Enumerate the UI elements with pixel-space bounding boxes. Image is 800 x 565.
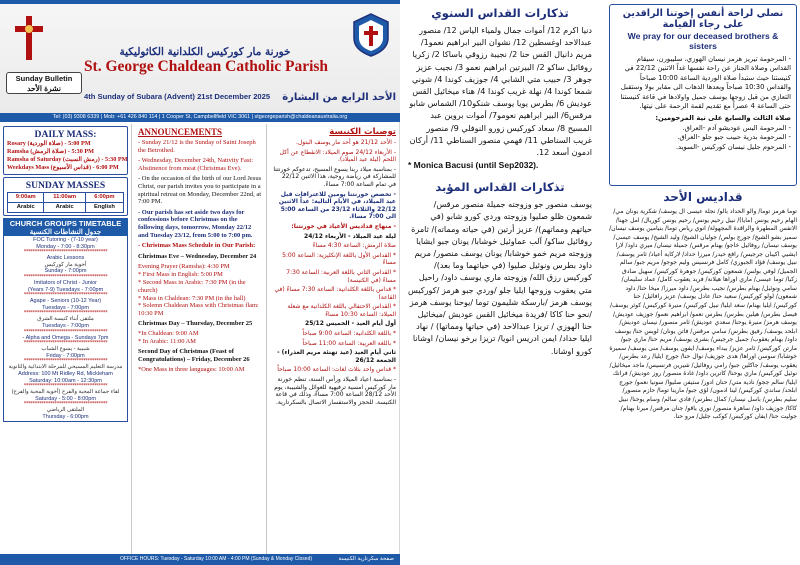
annual-mass-english-name: * Monica Bacusi (until Sep2032).: [408, 160, 539, 171]
perpetual-mass-names: يوسف منصور جو وزوجته جميلة منصور مرقس/ شمعون ظلو صليوا وزوجته وردي كورو شابو (في حياتهم ومماتهم)/ عزيز أرتين (في حياته ومماته)/ ثامرة روفائيل ساكو/ آلب عماوئيل خوشابا/ يونان جبو ايشايا وزوجته مريم خمو خوشابا/ يونان يوسف منصور/ مريم داود بطرس ونوئيل صليوا (في حياتهما وما بعد)/ كوركيس رزق الله/ وزوجته ماري يوسف داود/ راحيل متي يعقوب وزوجها ايليا جلو /وردي جبو هرمز /كوركيس يوسف هرمز /بارسكة شليمون توما /يوحنا يوسف هرمز /نحو حنا كاكا /فريدة ميخائيل القس عوديش /ميخائيل حنا الهوزي / تريزا عبدالاحد (في حياتها ومماتها) / نهاد ايليا حداد/ ايمن ادريس انويا/ تريزا برخو نيسان/ اوشانا كورو اوشانا.: [408, 199, 592, 356]
prayer-box: [609, 4, 797, 186]
sunday-masses-table: [7, 192, 124, 213]
office-hours-bar: [0, 554, 400, 565]
divider: **************************************: [23, 383, 108, 390]
mass-time: 9:00am: [8, 193, 44, 203]
office-hours-arabic: صفحة سكرتارية الكنيسة: [338, 556, 394, 562]
office-hours: OFFICE HOURS: Tuesday - Saturday 10:00 AM - 4:00 PM (Sunday & Monday Closed): [120, 556, 313, 562]
recommendation-item: - بمناسبة ميلاد ربنا يسوع المسيح، تدعوكم خورنتنا للمشاركة في رياضة روحية، هذا الاثنين 22/12 في تمام الساعة 7:00 مساءً.: [273, 165, 396, 188]
header-accent-bar: [0, 0, 400, 4]
group-name: Agape - Seniors (10-12 Year): [29, 298, 102, 305]
group-name: Arabic Lessons: [46, 255, 85, 262]
annual-mass-names: دنيا اكرم 12/ أموات جمال ولمياء الياس 12/ منصور عبدالاحد اوغسطين 12/ نشوان البير ابراهيم نعمو1/ مريم دانيال القس حنا 2/ نجيبة رزوقي باساكا 2/ زكريا روفائيل ساكو 2/ البيرتين ابراهيم نعمو 3/ نجيب عزيز جوهر 3/ حبيب متي الشابي 4/ جوزيف كوندا 4/ شوني شمعا كوندا 4/ نهلة غريب كوندا 4/ هناء ميخائيل القس عوديش 6/ بطرس يويا يوسف شنكو10/ الشماس شابو مرقس6/ البير ابراهيم نعومو7/ أموات بروين عبد المسيح 8/ سعاد كوركيس زورو النوفلي 9/ منصور غريب السناطي 11/ فهمي منصور السناطي 11/ أركان ادمون أسعد 12.: [409, 25, 592, 158]
recommendation-note: - بمناسبة اعياد الميلاد ورأس السنة، تنظم خورنة مار كوركيس امسية ترفيهية للعوائل والشبيبة، يوم الأحد 28/12 الساعة 7:00 مساءً، وذلك في قاعة الكنيسة. للحجز والاستفسار الاتصال بالسكرتارية.: [274, 376, 396, 406]
schedule-line: Evening Prayer (Ramsha): 4:30 PM: [138, 263, 230, 271]
divider: **************************************: [23, 340, 108, 347]
schedule-line: * First Mass in English: 5:00 PM: [138, 271, 223, 279]
schedule-line: * Second Mass in Arabic: 7:30 PM (in the church): [138, 278, 246, 294]
timetable-item: [6, 316, 125, 329]
third-day-title: صلاة الثالث والسابع على نية المرحومين:: [655, 114, 791, 123]
cross-icon: [12, 14, 46, 62]
parish-name: St. George Chaldean Catholic Parish: [83, 58, 329, 75]
group-time: Thursday - 6:00pm: [42, 413, 89, 420]
recommendation-item: - الأحد 21/12 هو أحد مار يوسف البتول.: [296, 139, 396, 146]
group-name: ملتقى أبناء كنيسة الشرق: [37, 316, 94, 323]
christmas-schedule-title: - Christmas Mass Schedule in Our Parish:: [138, 242, 256, 250]
group-time: Sunday - 7:00pm: [44, 268, 87, 275]
group-name: مدرسة التعليم المسيحي للمرحلة الابتدائية والثانوية: [8, 364, 123, 371]
sunday-masses-title: SUNDAY MASSES: [25, 180, 106, 191]
group-name-arabic: أخوية مار كوركيس: [44, 261, 87, 268]
schedule-line: * باللغة العربية: الساعة 11:00 صباحاً: [302, 339, 396, 347]
divider: **************************************: [23, 249, 108, 256]
announcement-item: - Wednesday, December 24th, Nativity Fast: Abstinence from meat (Christmas Eve).: [138, 157, 254, 172]
mass-time: 11:00am: [44, 193, 85, 203]
daily-mass-box: [3, 126, 128, 175]
mass-time: 6:00pm: [85, 193, 123, 203]
third-day-item: - المرحوم جليل نيسان كوركيس -السويد.: [675, 142, 791, 151]
feast-schedule-title: - منهاج قداديس الأعياد في خورنتنا:: [291, 222, 396, 230]
sunday-masses-title: قداديس الأحد: [663, 190, 743, 204]
third-day-item: - المرحومة بدرية حبيب جبو جلو -العراق.: [677, 133, 791, 142]
schedule-line: * Solemn Chaldean Mass with Christmas flam: 10:30 PM: [138, 302, 259, 318]
announcement-item: - Sunday 21/12 is the Sunday of Saint Joseph the Betrothed.: [138, 139, 256, 154]
schedule-line: *One Mass in three languages: 10:00 AM: [138, 366, 245, 374]
schedule-line: * القداس الثاني باللغة العربية: الساعة 7:30 مساءً (في الكنيسة): [286, 268, 396, 284]
mass-times-column: [0, 124, 132, 554]
announcement-item: - Our parish has set aside two days for confessions before Christmas on the following days, tomorrow, Monday 22/12 and Tuesday 23/12, from 5:00 to 7:00 pm.: [138, 208, 253, 239]
divider: **************************************: [23, 273, 108, 280]
group-name: الملتقى الرياضي: [46, 407, 85, 414]
timetable-title: CHURCH GROUPS TIMETABLE: [9, 219, 122, 228]
group-time: (Years 7-9) Tuesdays - 7:00pm: [27, 286, 104, 293]
recommendation-item: - تخصص خورنتنا يومين للاعترافات قبل عيد الميلاد، في الأيام التالية: غداً الاثنين 22/12 والثلاثاء 23/12 من الساعة 5:00 الى 7:00 مساءً.: [278, 190, 396, 221]
group-time: Address: 100 Mt Ridley Rd, Mickleham Saturday: 10:00am - 12:30pm: [18, 370, 113, 384]
christmas-eve-title: Christmas Eve – Wednesday, December 24: [138, 252, 257, 260]
sunday-masses-names: توما هرمز توما/ والو الحداد بالو/ نجلة عيسى ال يوسف/ شكرية يونان مي/ الهام رحيم يونس (مايا)/ نبيل رحيم يونس/ رحيم يونس كوريال/ امل جهنا/ الانفس المطهرة والراقدة المجهولة/ انوي رياض توما/ بنيامين يوسف نيسان/ سمير بشو الشيخ/ جورج بولص/ جوليان الشيخ/ وليد الشيخ/ يوسف عيسى/ يوسف نيسان/ روفائيل خاجو/ بهنام مرقس/ جميلة نيسان/ ميري داود/ لارا ايشيي اكيبان جرجيس/ رافع حيدر/ ميرزا حداد/ لاركاية أعياد/ ثامر يوسف/ نبيل يوسف/ فؤاد الجبوري/ كامل فرنسيس وليم جوجو/ مريم جبو/ سالم الجميل/ لوفي بولس/ شمعون كوركيس/ جوهرة كوركيس/ سهيل صادق زكيا/ توما عيسى/ ماري اوراها هيلانة/ فريد يعقوب كامل/ عماد سليمان/ سامي ونوئيل/ بهنام بطرس/ نجيب بطرس/ داود ميرزا/ ميخا حنا/ داود شمعون/ لولو كوركيس/ سعيد حنا/ عادل يوسف/ عزيز رافائيل/ حنا كوركيس/ ايليا بهنام/ سعد ايليا/ نبيل كوركيس/ منيرة كوركيس/ كوثر يوسف/ فيصل بطرس/ هيلين بطرس/ بطرس نعمو/ ابراهيم نعمو/ جوزيف عوديش/ يوسف هرمز/ منيرة يوحنا/ سعدي عوديش/ ثامر منصور/ نيسان عوديش/ ابلحد يوسف/ رفيق بطرس/ سامي مرقس/ فاتن يونان/ لويس حنا/ يوسف داود/ بهنام يعقوب/ جميل جرجيس/ بشرى يوسف/ مريم حنا/ ماري جبو/ مارتن كوركيس/ ثامر عزيز/ بيداء يوسف/ ايفون يوسف/ منى يوسف/ سميرة خوشابا/ سوسن اوراها/ هدى جوزيف/ نوال حنا/ جورج ايليا/ رعد بطرس/ يعقوب يوسف/ جاكلين جبو/ رامي روفائيل/ شيرين فرنسيس/ ماجد ميخائيل/ نوئيل كوركيس/ ماري يوحنا/ كاترين داود/ غادة منصور/ روز عوديش/ فرانك ايليا/ سالم ججو/ نادية متي/ حنان ادور/ ستيفن صليوا/ سونيا نعمو/ جورج ابلحد/ ساندي كوركيس/ لينا ادمون/ لؤي جبو/ مارينا توما/ حازم منصور/ سليم بطرس/ باسل نيسان/ كمال بطرس/ فادي سالم/ وسام يوحنا/ نبيل كاكا/ جوزيف داود/ ساهرة منصور/ نوري ياقو/ جنان مرقس/ ميرنا بهنام/ جوليت حنا/ ايفان كوركيس/ كوكب جليل/ مرو حنا.: [609, 208, 797, 421]
daily-mass-line: Ramsha (صلاة الرمش) - 5:30 PM: [7, 148, 94, 155]
feast-day-title: أول أيام العيد - الخميس 25/12: [305, 320, 396, 328]
schedule-line: * Mass in Chaldean: 7:30 PM (in the hall): [138, 294, 246, 302]
church-recommendations-column: [269, 124, 400, 554]
contact-bar: Tel: (03) 9308 6339 | Mob: +61 426 840 114 | 1 Cooper St, Campbellfield VIC 3061 | stgeorgeparish@chaldeanaustralia.org: [0, 113, 400, 122]
group-name: - Alpha and Omega - Sundays 7pm: [22, 334, 109, 341]
sunday-date: 4th Sunday of Subara (Advent) 21st December 2025: [84, 92, 271, 101]
second-day-title: Second Day of Christmas (Feast of Congratulations) – Friday, December 26: [138, 348, 250, 363]
divider: **************************************: [23, 358, 108, 365]
memorial-page: [400, 0, 800, 565]
prayer-title-arabic: نصلي لراحة أنفس إخوتنا الراقدين على رجاء القيامة: [622, 8, 784, 30]
group-time: Tuesdays - 7:00pm: [42, 322, 89, 329]
timetable-header: [3, 218, 128, 236]
sunday-date-arabic: الأحد الرابع من البشارة: [282, 92, 396, 103]
annual-mass-title: تذكارات القداس السنوي: [431, 6, 569, 20]
group-time: Friday - 7:00pm: [46, 352, 85, 359]
feast-eve-title: ليلة عيد الميلاد - الأربعاء 24/12: [304, 232, 396, 240]
timetable-title-arabic: جدول النشاطات الكنسية: [29, 229, 102, 236]
divider: **************************************: [23, 328, 108, 335]
group-time: Tuesdays - 7:00pm: [42, 304, 89, 311]
prayer-column: [605, 0, 800, 565]
timetable-item: [6, 407, 125, 420]
group-name: شبيبة - يسوع الشباب: [41, 346, 90, 353]
prayer-title-english: We pray for our deceased brothers & sisters: [627, 31, 779, 51]
daily-mass-line: Ramsha of Saturday (رمش السبت) - 5:30 PM: [7, 156, 128, 163]
memorial-column: [400, 0, 600, 565]
bulletin-label-box: [6, 72, 82, 94]
bulletin-label: Sunday Bulletin: [15, 74, 73, 83]
bulletin-label-arabic: نشرة الأحد: [27, 84, 61, 93]
mass-language: Arabic: [8, 203, 44, 213]
divider: **************************************: [23, 401, 108, 408]
group-name: FOC Tutoring - (7-10 year): [33, 237, 98, 243]
schedule-line: * قداس واحد بثلاث لغات: الساعة 10:00 صباحاً: [277, 366, 396, 374]
schedule-line: * In Arabic: 11:00 AM: [138, 338, 196, 346]
sunday-masses-box: [3, 177, 128, 216]
parish-logo-icon: [350, 12, 392, 58]
daily-mass-title: DAILY MASS:: [34, 129, 97, 140]
timetable-item: [6, 364, 125, 384]
prayer-text: - المرحومة تيريز هرمز نيسان الهوزي، سليبورن، سيقام القداس وصلاة الجناز عن راحة نفسها غداً الاثنين 22/12 في كنيستنا حيث ستبدأ صلاة الوردية الساعة 10:00 صباحاً والقداس 10:30 صباحاً وبعدها الذهاب الى مقابر بولا وستقبل التعازي من قبل زوجها يوسف جميل واولادها في قاعة كنيستنا حتى الساعة 4 عصراً مع تقديم لقمة الرحمة على نيتها.: [620, 55, 791, 111]
group-time: Saturday - 5:00 - 8:00pm: [35, 395, 96, 402]
schedule-line: صلاة الرمش: الساعة 4:30 مساءً: [312, 242, 396, 250]
recommendations-title: توصيات الكنيسة: [329, 127, 396, 137]
mass-language: Arabic: [44, 203, 85, 213]
christmas-day-title: Christmas Day – Thursday, December 25: [138, 319, 253, 327]
perpetual-mass-title: تذكارات القداس المؤبد: [435, 180, 565, 195]
timetable-item: [6, 255, 125, 275]
group-name: Imitators of Christ - Junior: [34, 279, 97, 286]
divider: **************************************: [23, 310, 108, 317]
schedule-line: *In Chaldean: 9:00 AM: [138, 330, 199, 338]
schedule-line: * القداس الاحتفالي باللغة الكلدانية مع شعلة الميلاد: الساعة 10:30 مساءً: [287, 303, 396, 318]
second-day-title: ثاني أيام العيد (عيد تهنئة مريم العذراء) - الجمعة 26/12: [277, 349, 396, 364]
schedule-line: * باللغة الكلدانية: الساعة 9:00 صباحاً: [302, 330, 396, 338]
schedule-line: * قداس باللغة الكلدانية: الساعة 7:30 مساءً (في القاعة): [274, 286, 396, 301]
group-time: Monday - 7:00 - 8:30pm: [36, 243, 95, 250]
parish-name-arabic: خورنة مار كوركيس الكلدانية الكاثوليكية: [119, 46, 291, 58]
divider: **************************************: [23, 292, 108, 299]
schedule-line: * القداس الأول باللغة الإنكليزية: الساعة 5:00 مساءً: [282, 251, 396, 267]
timetable-list: [3, 236, 128, 422]
third-day-item: - المرحومة اليس عوديشو آدم -العراق.: [682, 123, 791, 132]
announcements-column: [134, 124, 267, 554]
mass-language: English: [85, 203, 123, 213]
daily-mass-line: Weekdays Mass (قداس الأسبوع) - 6:00 PM: [7, 164, 119, 171]
announcements-title: ANNOUNCEMENTS: [138, 127, 223, 137]
recommendation-item: - الأربعاء 24/12 صوم الميلاد: الانقطاع عن أكل اللحم (ليلة عيد الميلاد).: [279, 148, 396, 164]
group-name: لقاء جماعة المحبة والفرح (أخوية المحبة والفرح): [11, 389, 120, 396]
daily-mass-line: Rosary (صلاة الوردية) - 5:00 PM: [7, 140, 91, 147]
announcement-item: - On the occasion of the birth of our Lord Jesus Christ, our parish invites you to participate in a spiritual retreat on Monday, December 22nd, at 7:00 PM.: [138, 175, 262, 206]
